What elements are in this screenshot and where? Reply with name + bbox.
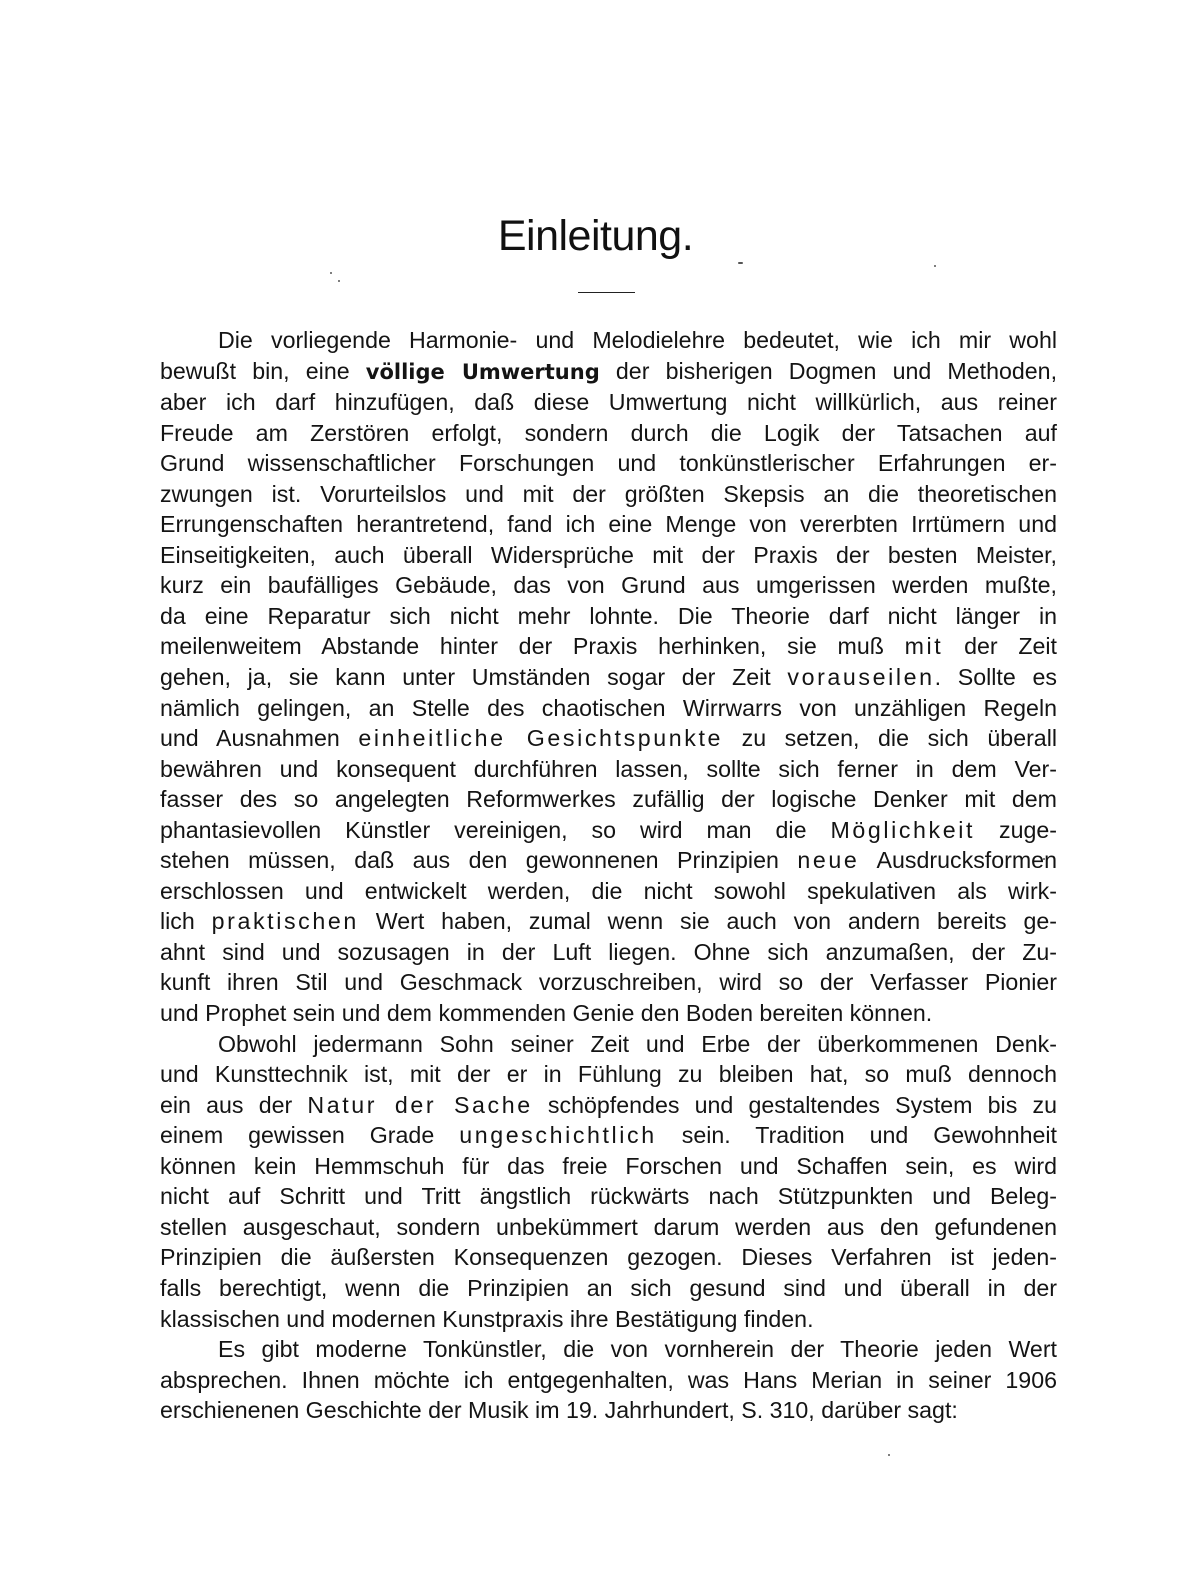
text-line: Es gibt moderne Tonkünstler, die von vornherein der Theorie jeden Wert bbox=[218, 1336, 1057, 1363]
print-speck bbox=[338, 280, 340, 282]
spaced-emphasis: einheitliche Gesichtspunkte bbox=[358, 725, 723, 752]
bold-emphasis: völlige Umwertung bbox=[365, 359, 600, 384]
text-line: nämlich gelingen, an Stelle des chaotischen Wirrwarrs von unzähligen Regeln bbox=[160, 694, 1057, 721]
text-line: kunft ihren Stil und Geschmack vorzuschreiben, wird so der Verfasser Pionier bbox=[160, 969, 1057, 996]
text-line: da eine Reparatur sich nicht mehr lohnte. Die Theorie darf nicht länger in bbox=[160, 602, 1057, 629]
text-line: absprechen. Ihnen möchte ich entgegenhalten, was Hans Merian in seiner 1906 bbox=[160, 1366, 1057, 1393]
spaced-emphasis: ungeschichtlich bbox=[459, 1122, 657, 1149]
text-line: fasser des so angelegten Reformwerkes zufällig der logische Denker mit dem bbox=[160, 786, 1057, 813]
title-divider bbox=[578, 292, 635, 293]
print-speck bbox=[738, 262, 743, 264]
text-line: bewußt bin, eine völlige Umwertung der bisherigen Dogmen und Methoden, bbox=[160, 357, 1058, 384]
text-line: ahnt sind und sozusagen in der Luft liegen. Ohne sich anzumaßen, der Zu- bbox=[160, 938, 1057, 965]
text-line: ein aus der Natur der Sache schöpfendes und gestaltendes System bis zu bbox=[160, 1091, 1057, 1118]
text-line: klassischen und modernen Kunstpraxis ihre Bestätigung finden. bbox=[160, 1305, 814, 1332]
text-line: Freude am Zerstören erfolgt, sondern durch die Logik der Tatsachen auf bbox=[160, 419, 1057, 446]
spaced-emphasis: Möglichkeit bbox=[830, 816, 976, 843]
print-speck bbox=[888, 1454, 890, 1456]
text-line: erschienenen Geschichte der Musik im 19. Jahrhundert, S. 310, darüber sagt: bbox=[160, 1397, 958, 1424]
paragraph-3 bbox=[160, 1334, 1057, 1426]
print-speck bbox=[330, 272, 332, 274]
text-line: Prinzipien die äußersten Konsequenzen gezogen. Dieses Verfahren ist jeden- bbox=[160, 1244, 1057, 1271]
text-line: aber ich darf hinzufügen, daß diese Umwertung nicht willkürlich, aus reiner bbox=[160, 389, 1057, 416]
text-line: nicht auf Schritt und Tritt ängstlich rückwärts nach Stützpunkten und Beleg- bbox=[160, 1183, 1057, 1210]
text-line: zwungen ist. Vorurteilslos und mit der größten Skepsis an die theoretischen bbox=[160, 480, 1057, 507]
spaced-emphasis: Natur der Sache bbox=[307, 1091, 533, 1118]
text-line: phantasievollen Künstler vereinigen, so wird man die Möglichkeit zuge- bbox=[160, 816, 1057, 843]
paragraph-1 bbox=[160, 325, 1057, 1029]
spaced-emphasis: mit bbox=[904, 633, 944, 660]
text-line: und Prophet sein und dem kommenden Genie den Boden bereiten können. bbox=[160, 1000, 933, 1027]
text-line: Errungenschaften herantretend, fand ich eine Menge von vererbten Irrtümern und bbox=[160, 511, 1057, 538]
text-line: erschlossen und entwickelt werden, die nicht sowohl spekulativen als wirk- bbox=[160, 877, 1057, 904]
text-line: und Ausnahmen einheitliche Gesichtspunkte zu setzen, die sich überall bbox=[160, 725, 1058, 752]
spaced-emphasis: vorauseilen bbox=[787, 664, 935, 691]
spaced-emphasis: praktischen bbox=[211, 908, 359, 935]
text-line: meilenweitem Abstande hinter der Praxis herhinken, sie muß mit der Zeit bbox=[160, 633, 1057, 660]
text-line: stehen müssen, daß aus den gewonnenen Prinzipien neue Ausdrucksformen bbox=[160, 847, 1057, 874]
text-line: falls berechtigt, wenn die Prinzipien an sich gesund sind und überall in der bbox=[160, 1274, 1057, 1301]
text-line: einem gewissen Grade ungeschichtlich sein. Tradition und Gewohnheit bbox=[160, 1122, 1058, 1149]
text-line: können kein Hemmschuh für das freie Forschen und Schaffen sein, es wird bbox=[160, 1152, 1057, 1179]
text-line: kurz ein baufälliges Gebäude, das von Grund aus umgerissen werden mußte, bbox=[160, 572, 1057, 599]
print-speck bbox=[934, 265, 936, 267]
page-title: Einleitung. bbox=[497, 212, 694, 260]
body-text bbox=[160, 325, 1057, 1426]
text-line: stellen ausgeschaut, sondern unbekümmert darum werden aus den gefundenen bbox=[160, 1213, 1057, 1240]
text-line: lich praktischen Wert haben, zumal wenn sie auch von andern bereits ge- bbox=[160, 908, 1057, 935]
text-line: Einseitigkeiten, auch überall Widersprüche mit der Praxis der besten Meister, bbox=[160, 541, 1057, 568]
text-line: Grund wissenschaftlicher Forschungen und tonkünstlerischer Erfahrungen er- bbox=[160, 450, 1057, 477]
text-line: Die vorliegende Harmonie- und Melodielehre bedeutet, wie ich mir wohl bbox=[218, 327, 1057, 353]
text-line: gehen, ja, sie kann unter Umständen sogar der Zeit vorauseilen. Sollte es bbox=[160, 664, 1057, 691]
text-line: und Kunsttechnik ist, mit der er in Fühlung zu bleiben hat, so muß dennoch bbox=[160, 1061, 1057, 1088]
paragraph-2 bbox=[160, 1029, 1057, 1334]
spaced-emphasis: neue bbox=[797, 847, 860, 874]
text-line: Obwohl jedermann Sohn seiner Zeit und Erbe der überkommenen Denk- bbox=[218, 1030, 1057, 1057]
text-line: bewähren und konsequent durchführen lassen, sollte sich ferner in dem Ver- bbox=[160, 755, 1057, 782]
